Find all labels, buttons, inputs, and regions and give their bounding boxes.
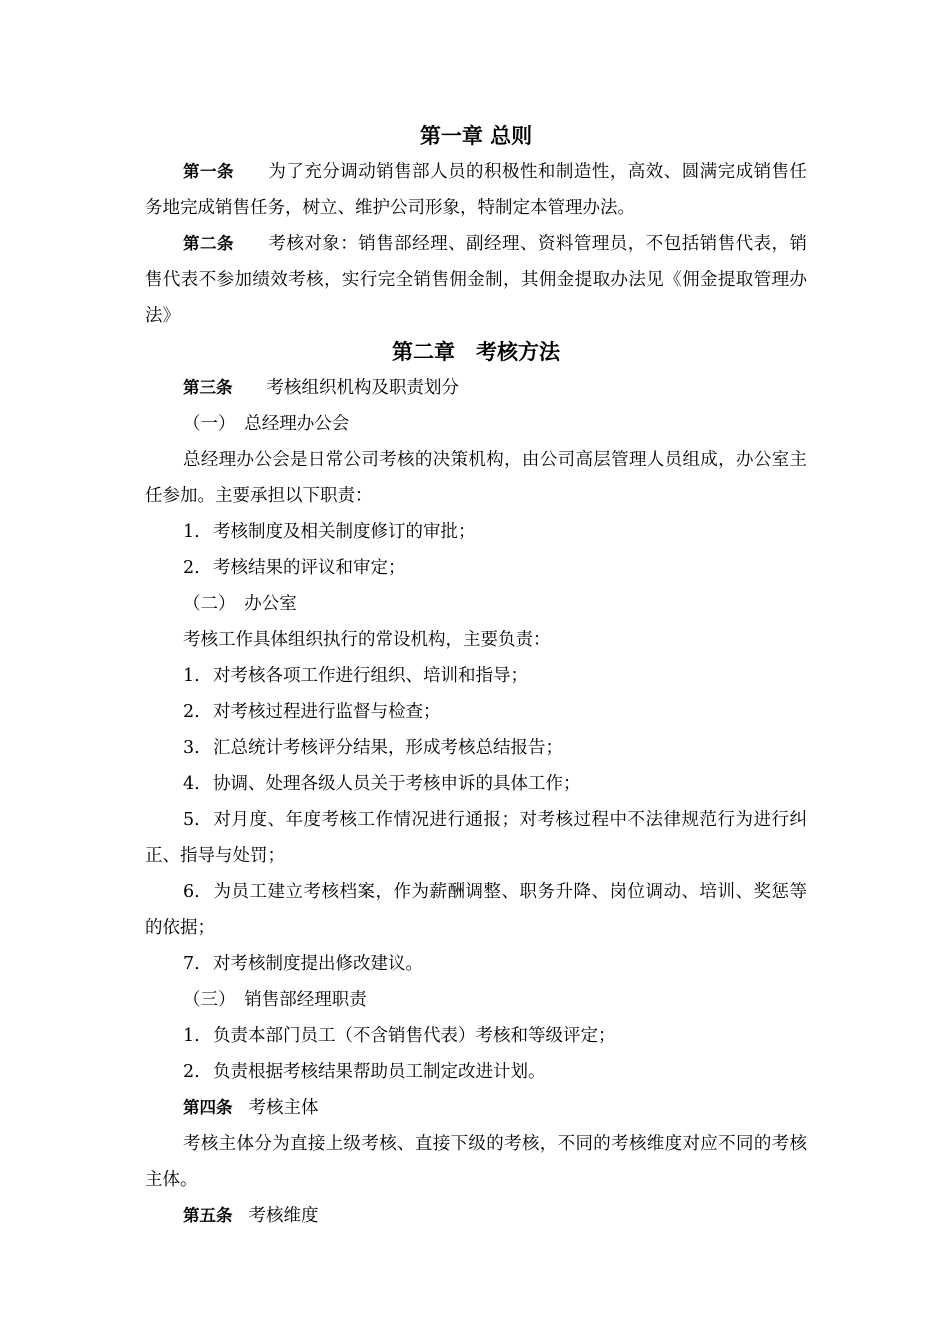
list-item	[145, 694, 807, 730]
list-item-text: 考核制度及相关制度修订的审批；	[213, 522, 476, 542]
list-item	[145, 550, 807, 586]
list-item	[145, 658, 807, 694]
list-item-number: 2.	[183, 558, 200, 578]
list-item-text: 考核结果的评议和审定；	[213, 558, 406, 578]
article-1-text: 为了充分调动销售部人员的积极性和制造性，高效、圆满完成销售任务地完成销售任务，树立、维护公司形象，特制定本管理办法。	[145, 162, 808, 218]
section-3-heading: （三） 销售部经理职责	[183, 990, 367, 1010]
section-2-intro: 考核工作具体组织执行的常设机构，主要负责：	[183, 630, 551, 650]
list-item-text: 为员工建立考核档案，作为薪酬调整、职务升降、岗位调动、培训、奖惩等的依据；	[145, 882, 807, 938]
article-5-text: 考核维度	[248, 1206, 319, 1226]
article-3-text: 考核组织机构及职责划分	[266, 378, 459, 398]
list-item-text: 对月度、年度考核工作情况进行通报；对考核过程中不法律规范行为进行纠正、指导与处罚；	[145, 810, 807, 866]
list-item-text: 协调、处理各级人员关于考核申诉的具体工作；	[213, 774, 581, 794]
list-item-number: 4.	[183, 774, 200, 794]
article-4-label: 第四条	[183, 1098, 233, 1117]
article-2-label: 第二条	[183, 234, 234, 253]
list-item-number: 1.	[183, 522, 200, 542]
list-item-text: 对考核各项工作进行组织、培训和指导；	[213, 666, 528, 686]
article-2	[145, 226, 807, 334]
article-5-label: 第五条	[183, 1206, 233, 1225]
list-item-number: 6.	[183, 882, 200, 902]
article-3	[145, 370, 807, 406]
list-item	[145, 1018, 807, 1054]
list-item-text: 负责根据考核结果帮助员工制定改进计划。	[213, 1062, 546, 1082]
list-item	[145, 946, 807, 982]
document-page	[145, 118, 807, 1234]
article-3-label: 第三条	[183, 378, 233, 397]
section-1-intro: 总经理办公会是日常公司考核的决策机构，由公司高层管理人员组成，办公室主任参加。主要承担以下职责：	[145, 450, 807, 506]
chapter-2-title: 第二章 考核方法	[392, 340, 560, 364]
list-item-text: 汇总统计考核评分结果，形成考核总结报告；	[213, 738, 563, 758]
list-item	[145, 514, 807, 550]
list-item-number: 7.	[183, 954, 200, 974]
list-item	[145, 802, 807, 874]
list-item-number: 1.	[183, 666, 200, 686]
list-item-number: 2.	[183, 702, 200, 722]
article-1-label: 第一条	[183, 162, 234, 181]
article-4-body: 考核主体分为直接上级考核、直接下级的考核，不同的考核维度对应不同的考核主体。	[145, 1134, 807, 1190]
article-4	[145, 1090, 807, 1126]
chapter-1-title: 第一章 总则	[419, 124, 533, 148]
article-5	[145, 1198, 807, 1234]
article-4-text: 考核主体	[248, 1098, 319, 1118]
list-item-text: 对考核过程进行监督与检查；	[213, 702, 441, 722]
section-2-heading: （二） 办公室	[183, 594, 297, 614]
list-item	[145, 1054, 807, 1090]
section-1-heading: （一） 总经理办公会	[183, 414, 350, 434]
list-item-number: 5.	[183, 810, 200, 830]
list-item	[145, 730, 807, 766]
list-item-number: 1.	[183, 1026, 200, 1046]
list-item-text: 对考核制度提出修改建议。	[213, 954, 423, 974]
list-item-number: 2.	[183, 1062, 200, 1082]
list-item	[145, 874, 807, 946]
list-item	[145, 766, 807, 802]
list-item-number: 3.	[183, 738, 200, 758]
list-item-text: 负责本部门员工（不含销售代表）考核和等级评定；	[213, 1026, 616, 1046]
article-2-text: 考核对象：销售部经理、副经理、资料管理员，不包括销售代表，销售代表不参加绩效考核，实行完全销售佣金制，其佣金提取办法见《佣金提取管理办法》	[145, 234, 808, 326]
article-1	[145, 154, 807, 226]
